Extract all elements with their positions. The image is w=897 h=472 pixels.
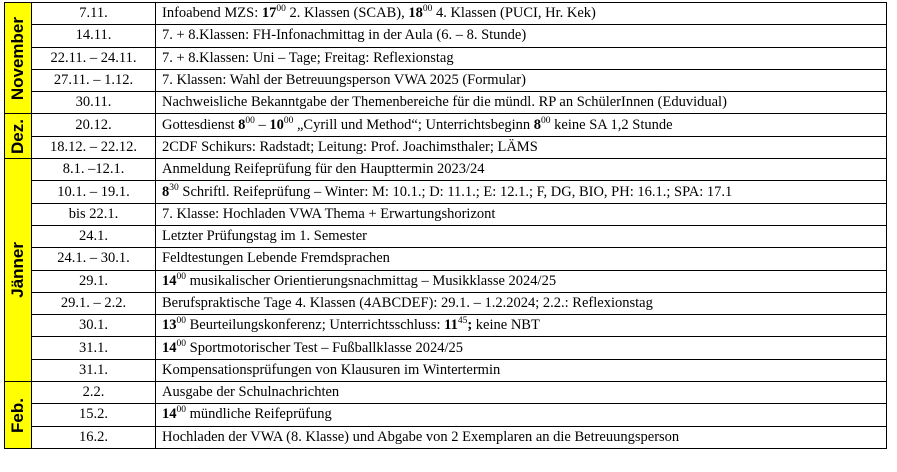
date-cell: 16.2. [32,426,156,448]
month-cell [5,382,32,449]
event-description-cell [156,203,887,225]
event-description-cell [156,382,887,404]
time-value: ; [467,317,473,334]
time-value: 14 [162,272,177,289]
event-description-cell [156,181,887,203]
table-row [5,359,887,381]
time-minutes: 00 [176,338,186,349]
date-cell: 2.2. [32,382,156,404]
school-calendar-table [4,2,887,449]
event-description-cell [156,25,887,47]
date-cell: 8.1. –12.1. [32,159,156,181]
month-label: Dez. [8,118,27,154]
event-text: Beurteilungskonferenz; Unterrichtsschluss: [186,317,445,334]
date-cell: 7.11. [32,3,156,25]
month-cell [5,114,32,159]
month-label: Feb. [8,397,27,433]
time-value: 11 [444,317,458,334]
date-cell: 30.1. [32,315,156,337]
table-row [5,47,887,69]
table-row [5,203,887,225]
event-description-cell [156,114,887,136]
time-value: 14 [162,339,177,356]
event-description-cell [156,426,887,448]
event-description-cell [156,225,887,247]
event-text: Gottesdienst [162,116,239,133]
time-minutes: 30 [169,182,179,193]
event-text: 7. Klasse: Hochladen VWA Thema + Erwartungshorizont [162,205,496,222]
time-minutes: 45 [457,316,468,327]
time-minutes: 00 [176,271,186,282]
table-row [5,292,887,314]
table-row [5,404,887,426]
date-cell: 30.11. [32,92,156,114]
event-text: „Cyrill und Method“; Unterrichtsbeginn [293,116,534,133]
date-cell: 31.1. [32,359,156,381]
event-text: Sportmotorischer Test – Fußballklasse 2024/25 [186,339,464,356]
date-cell: 24.1. – 30.1. [32,248,156,270]
table-row [5,225,887,247]
event-text: Hochladen der VWA (8. Klasse) und Abgabe von 2 Exemplaren an die Betreuungsperson [162,428,680,445]
table-row [5,25,887,47]
time-minutes: 00 [245,115,255,126]
event-description-cell [156,248,887,270]
event-description-cell [156,69,887,91]
time-minutes: 00 [541,115,551,126]
date-cell: bis 22.1. [32,203,156,225]
event-text: keine SA 1,2 Stunde [550,116,673,133]
time-minutes: 00 [422,4,433,15]
time-value: 8 [162,183,170,200]
month-label: November [8,16,27,100]
table-row [5,248,887,270]
event-text: – [254,116,270,133]
event-text: Schriftl. Reifeprüfung – Winter: M: 10.1.; D: 11.1.; E: 12.1.; F, DG, BIO, PH: 16.1.; SPA: 17.1 [178,183,733,200]
time-minutes: 00 [176,405,186,416]
event-description-cell [156,47,887,69]
event-text: Letzter Prüfungstag im 1. Semester [162,228,367,245]
date-cell: 20.12. [32,114,156,136]
table-row [5,159,887,181]
event-text: 7. + 8.Klassen: Uni – Tage; Freitag: Reflexionstag [162,49,454,66]
table-row [5,92,887,114]
event-text: keine NBT [472,317,540,334]
date-cell: 10.1. – 19.1. [32,181,156,203]
table-row [5,3,887,25]
table-row [5,382,887,404]
date-cell: 29.1. – 2.2. [32,292,156,314]
date-cell: 22.11. – 24.11. [32,47,156,69]
event-description-cell [156,136,887,158]
date-cell: 18.12. – 22.12. [32,136,156,158]
table-row [5,426,887,448]
event-description-cell [156,92,887,114]
calendar-body [5,3,887,449]
event-text: 2CDF Schikurs: Radstadt; Leitung: Prof. Joachimsthaler; LÄMS [162,138,538,155]
date-cell: 24.1. [32,225,156,247]
time-value: 8 [238,116,246,133]
time-minutes: 00 [276,4,286,15]
date-cell: 31.1. [32,337,156,359]
event-description-cell [156,292,887,314]
month-label: Jänner [8,242,27,298]
event-text: Anmeldung Reifeprüfung für den Haupttermin 2023/24 [162,161,485,178]
time-value: 14 [162,406,177,423]
event-text: Ausgabe der Schulnachrichten [162,384,340,401]
table-row [5,69,887,91]
event-text: 2. Klassen (SCAB), [285,5,409,22]
time-minutes: 00 [283,115,294,126]
table-row [5,337,887,359]
time-value: 18 [408,5,423,22]
month-cell [5,159,32,382]
date-cell: 15.2. [32,404,156,426]
event-description-cell [156,315,887,337]
month-cell [5,3,32,114]
time-value: 10 [269,116,284,133]
event-description-cell [156,404,887,426]
time-value: 17 [261,5,277,22]
time-minutes: 00 [176,316,186,327]
event-description-cell [156,359,887,381]
event-text: 4. Klassen (PUCI, Hr. Kek) [432,5,596,22]
table-row [5,315,887,337]
event-text: Feldtestungen Lebende Fremdsprachen [162,250,390,267]
time-value: 13 [162,317,177,334]
event-text: Nachweisliche Bekanntgabe der Themenbereiche für die mündl. RP an SchülerInnen (Eduvidual) [162,94,727,111]
event-text: 7. Klassen: Wahl der Betreuungsperson VWA 2025 (Formular) [162,72,526,89]
event-text: mündliche Reifeprüfung [186,406,332,423]
date-cell: 14.11. [32,25,156,47]
table-row [5,114,887,136]
event-text: musikalischer Orientierungsnachmittag – Musikklasse 2024/25 [186,272,557,289]
event-description-cell [156,159,887,181]
event-description-cell [156,337,887,359]
date-cell: 27.11. – 1.12. [32,69,156,91]
event-description-cell [156,270,887,292]
event-text: Berufspraktische Tage 4. Klassen (4ABCDEF): 29.1. – 1.2.2024; 2.2.: Reflexionstag [162,295,653,311]
event-text: Kompensationsprüfungen von Klausuren im Wintertermin [162,361,501,378]
event-text: Infoabend MZS: [162,5,262,22]
table-row [5,270,887,292]
table-row [5,136,887,158]
date-cell: 29.1. [32,270,156,292]
event-text: 7. + 8.Klassen: FH-Infonachmittag in der Aula (6. – 8. Stunde) [162,27,527,44]
time-value: 8 [533,116,542,133]
table-row [5,181,887,203]
event-description-cell [156,3,887,25]
